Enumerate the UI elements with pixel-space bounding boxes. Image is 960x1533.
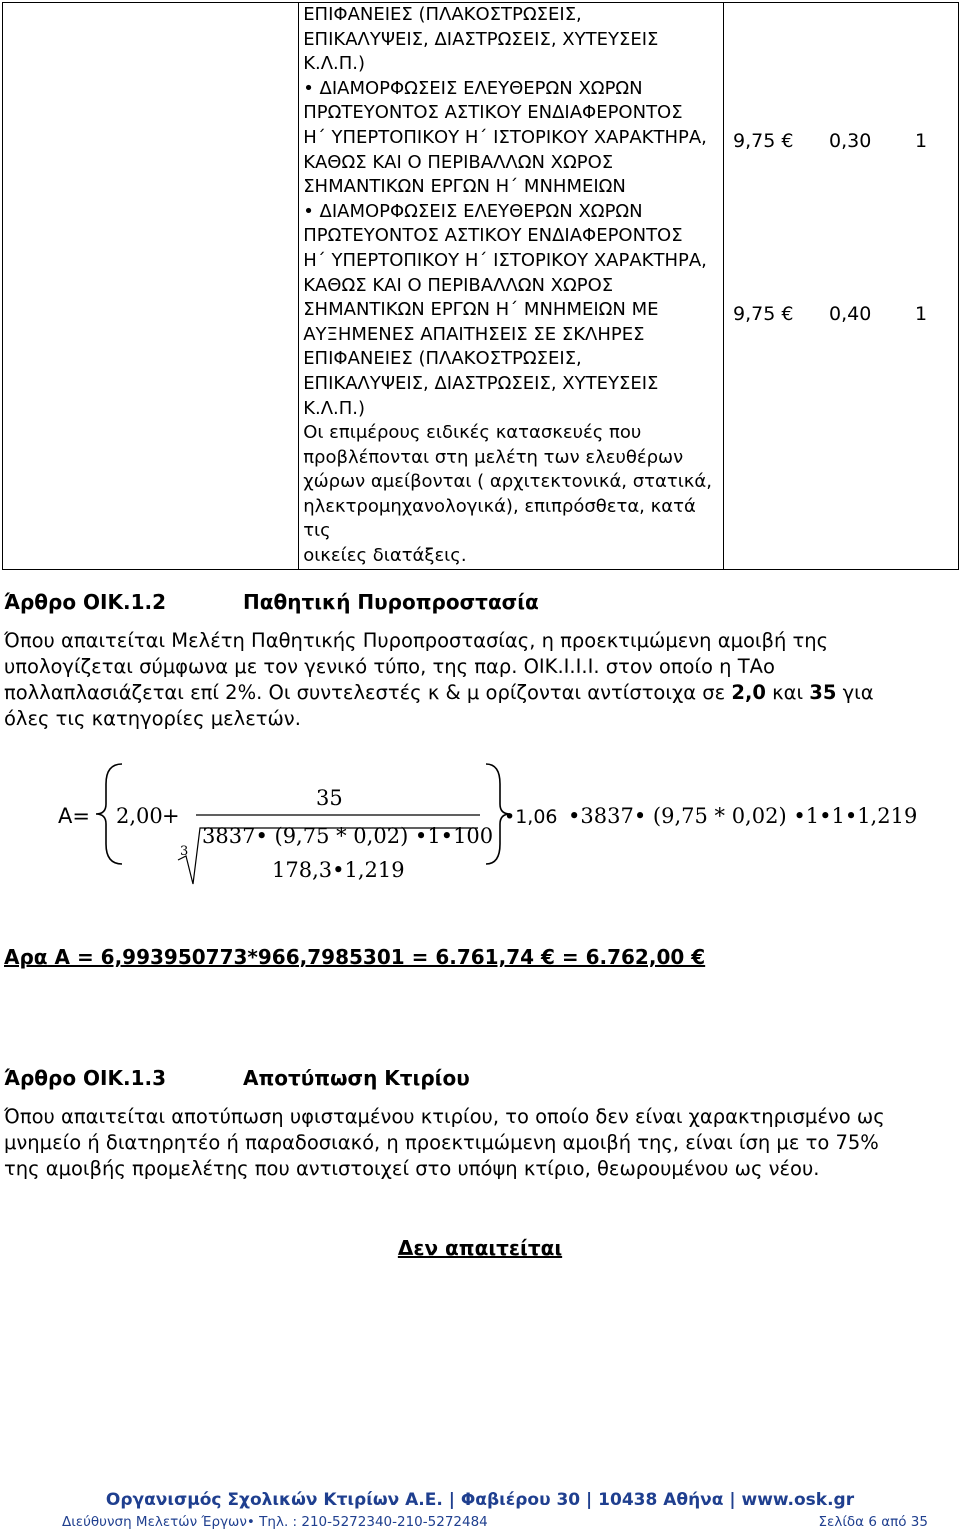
result-expression: Α = 6,993950773*966,7985301 = 6.761,74 € = 6.762,00 € (47, 945, 706, 969)
description-line: χώρων αμείβονται ( αρχιτεκτονικά, στατικά, (303, 471, 712, 493)
table-empty-cell (3, 3, 299, 570)
footer-contact: Διεύθυνση Μελετών Έργων• Τηλ. : 210-5272340-210-5272484 (62, 1514, 488, 1530)
article3-line: μνημείο ή διατηρητέο ή παραδοσιακό, η προεκτιμώμενη αμοιβή της, είναι ίση με το 75% (4, 1131, 879, 1154)
description-line: ΕΠΙΦΑΝΕΙΕΣ (ΠΛΑΚΟΣΤΡΩΣΕΙΣ, (303, 4, 582, 25)
formula-denominator-bottom: 178,3•1,219 (272, 858, 405, 882)
article2-paragraph (4, 628, 956, 732)
formula-multiplier: •1,06 (504, 806, 558, 828)
article2-line: Όπου απαιτείται Μελέτη Παθητικής Πυροπροστασίας, η προεκτιμώμενη αμοιβή της (4, 629, 829, 652)
description-line: ΣΗΜΑΝΤΙΚΩΝ ΕΡΓΩΝ Η΄ ΜΝΗΜΕΙΩΝ ΜΕ (303, 299, 659, 321)
fee-table (2, 2, 959, 570)
formula-lhs: A= (58, 804, 90, 828)
not-required-heading (0, 1236, 960, 1260)
description-line: ηλεκτρομηχανολογικά), επιπρόσθετα, κατά τις (303, 495, 696, 542)
article2-line-text: πολλαπλασιάζεται επί 2%. Οι συντελεστές κ & μ ορίζονται αντίστοιχα σε (4, 681, 732, 704)
article2-number: Άρθρο ΟΙΚ.1.2 (4, 590, 166, 614)
formula-numerator: 35 (316, 786, 343, 810)
and-word: και (765, 681, 810, 704)
table-description-cell (299, 3, 723, 570)
description-line: οικείες διατάξεις. (303, 545, 467, 567)
article3-title: Αποτύπωση Κτιρίου (243, 1066, 470, 1090)
formula-denominator-top: 3837• (9,75 * 0,02) •1•100 (202, 824, 494, 848)
row2-coef: 0,40 (829, 303, 872, 325)
row2-rate: 9,75 € (733, 303, 794, 325)
description-line: Κ.Λ.Π.) (303, 53, 366, 75)
row2-factor: 1 (915, 303, 928, 325)
description-line: προβλέπονται στη μελέτη των ελευθέρων (303, 446, 684, 468)
footer-page-number: Σελίδα 6 από 35 (818, 1514, 928, 1530)
description-line: Η΄ ΥΠΕΡΤΟΠΙΚΟΥ Η΄ ΙΣΤΟΡΙΚΟΥ ΧΑΡΑΚΤΗΡΑ, (303, 126, 707, 148)
fee-formula (0, 760, 960, 900)
row1-factor: 1 (915, 130, 928, 152)
description-line: Κ.Λ.Π.) (303, 397, 366, 419)
description-line: • ΔΙΑΜΟΡΦΩΣΕΙΣ ΕΛΕΥΘΕΡΩΝ ΧΩΡΩΝ (303, 77, 643, 99)
coef-k-value: 2,0 (731, 681, 766, 704)
formula-root-index: 3 (180, 844, 189, 859)
article2-line: όλες τις κατηγορίες μελετών. (4, 707, 301, 730)
description-line: ΠΡΩΤΕΥΟΝΤΟΣ ΑΣΤΙΚΟΥ ΕΝΔΙΑΦΕΡΟΝΤΟΣ (303, 102, 683, 124)
article2-title: Παθητική Πυροπροστασία (243, 590, 539, 614)
formula-rest: •3837• (9,75 * 0,02) •1•1•1,219 (568, 804, 918, 828)
description-line: ΕΠΙΚΑΛΥΨΕΙΣ, ΔΙΑΣΤΡΩΣΕΙΣ, ΧΥΤΕΥΣΕΙΣ (303, 28, 659, 50)
article2-line: υπολογίζεται σύμφωνα με τον γενικό τύπο, της παρ. ΟΙΚ.Ι.Ι.Ι. στον οποίο η ΤΑο (4, 655, 775, 678)
article2-line (4, 680, 956, 706)
article3-paragraph (4, 1104, 956, 1182)
formula-term1: 2,00 (116, 804, 163, 828)
description-line: ΚΑΘΩΣ ΚΑΙ Ο ΠΕΡΙΒΑΛΛΩΝ ΧΩΡΟΣ (303, 274, 614, 296)
not-required-text: Δεν απαιτείται (397, 1236, 563, 1260)
description-lines (303, 3, 722, 569)
description-line: ΚΑΘΩΣ ΚΑΙ Ο ΠΕΡΙΒΑΛΛΩΝ ΧΩΡΟΣ (303, 151, 614, 173)
description-line: ΑΥΞΗΜΕΝΕΣ ΑΠΑΙΤΗΣΕΙΣ ΣΕ ΣΚΛΗΡΕΣ (303, 323, 645, 345)
result-prefix: Αρα (4, 945, 48, 969)
table-values-cell (723, 3, 958, 570)
article3-number: Άρθρο ΟΙΚ.1.3 (4, 1066, 166, 1090)
article3-line: της αμοιβής προμελέτης που αντιστοιχεί στο υπόψη κτίριο, θεωρουμένου ως νέου. (4, 1157, 820, 1180)
fee-result (4, 945, 705, 969)
article3-line: Όπου απαιτείται αποτύπωση υφισταμένου κτιρίου, το οποίο δεν είναι χαρακτηρισμένο ως (4, 1105, 885, 1128)
description-line: ΕΠΙΦΑΝΕΙΕΣ (ΠΛΑΚΟΣΤΡΩΣΕΙΣ, (303, 348, 582, 370)
line-tail: για (836, 681, 874, 704)
formula-plus: + (162, 804, 180, 828)
description-line: Οι επιμέρους ειδικές κατασκευές που (303, 422, 642, 444)
coef-m-value: 35 (809, 681, 837, 704)
row1-rate: 9,75 € (733, 130, 794, 152)
row1-coef: 0,30 (829, 130, 872, 152)
description-line: Η΄ ΥΠΕΡΤΟΠΙΚΟΥ Η΄ ΙΣΤΟΡΙΚΟΥ ΧΑΡΑΚΤΗΡΑ, (303, 249, 707, 271)
description-line: ΣΗΜΑΝΤΙΚΩΝ ΕΡΓΩΝ Η΄ ΜΝΗΜΕΙΩΝ (303, 176, 626, 198)
description-line: • ΔΙΑΜΟΡΦΩΣΕΙΣ ΕΛΕΥΘΕΡΩΝ ΧΩΡΩΝ (303, 200, 643, 222)
footer-organization: Οργανισμός Σχολικών Κτιρίων Α.Ε. | Φαβιέρου 30 | 10438 Αθήνα | www.osk.gr (105, 1490, 855, 1510)
description-line: ΕΠΙΚΑΛΥΨΕΙΣ, ΔΙΑΣΤΡΩΣΕΙΣ, ΧΥΤΕΥΣΕΙΣ (303, 372, 659, 394)
description-line: ΠΡΩΤΕΥΟΝΤΟΣ ΑΣΤΙΚΟΥ ΕΝΔΙΑΦΕΡΟΝΤΟΣ (303, 225, 683, 247)
